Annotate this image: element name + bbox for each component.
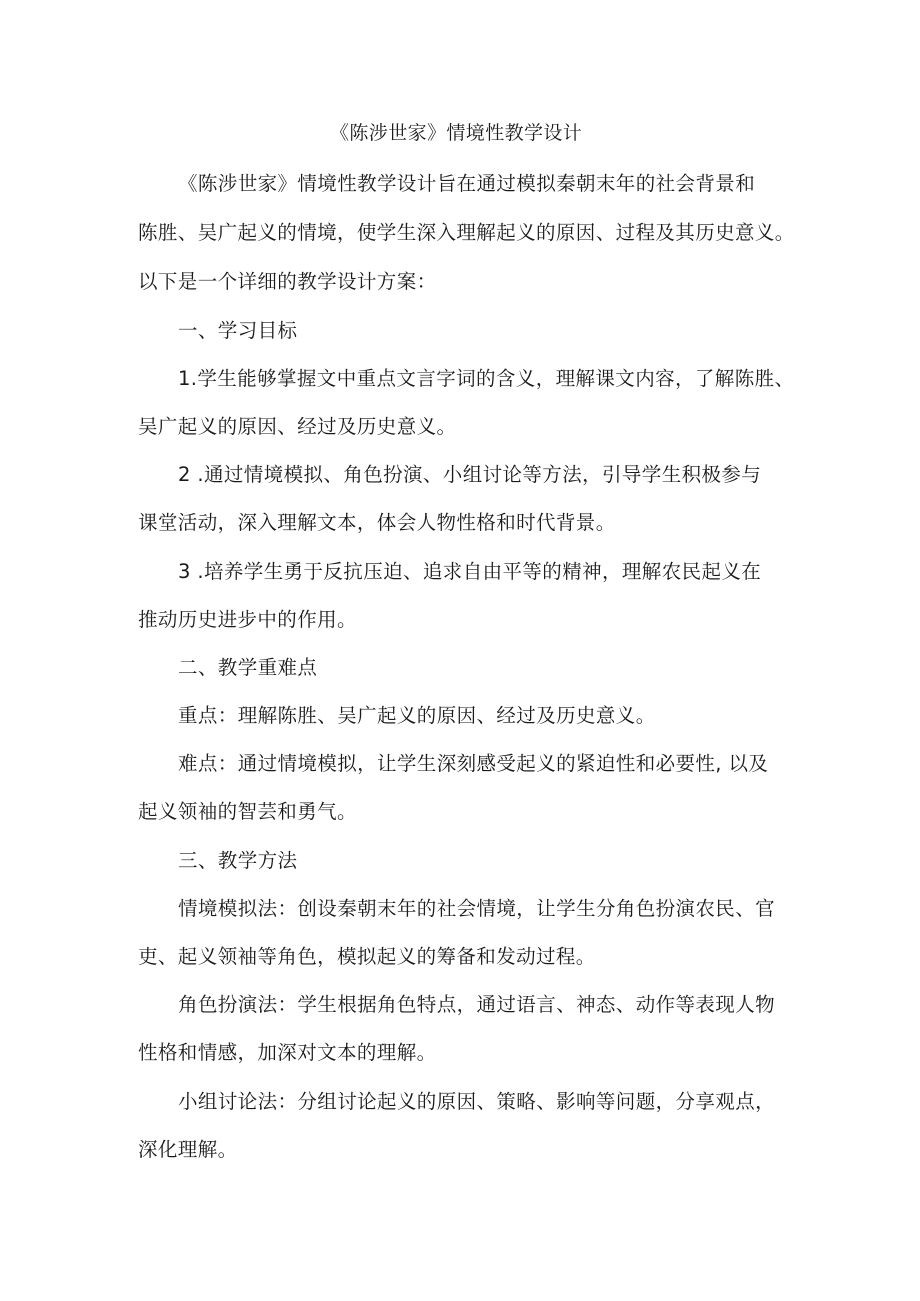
objective-1-line-1: 1.学生能够掌握文中重点文言字词的含义，理解课文内容，了解陈胜、	[178, 367, 795, 390]
objective-2-line-1: 2 .通过情境模拟、角色扮演、小组讨论等方法，引导学生积极参与	[178, 463, 762, 486]
difficulty-line-1: 难点：通过情境模拟，让学生深刻感受起义的紧迫性和必要性, 以及	[178, 752, 769, 775]
objective-3-line-1: 3 .培养学生勇于反抗压迫、追求自由平等的精神，理解农民起义在	[178, 560, 762, 583]
section-heading-methods: 三、教学方法	[178, 849, 298, 872]
objective-2-line-2: 课堂活动，深入理解文本，体会人物性格和时代背景。	[138, 511, 616, 534]
key-point-line: 重点：理解陈胜、吴广起义的原因、经过及历史意义。	[178, 704, 656, 727]
intro-line-1: 《陈涉世家》情境性教学设计旨在通过模拟秦朝末年的社会背景和	[178, 172, 756, 195]
method-1-line-2: 吏、起义领袖等角色，模拟起义的筹备和发动过程。	[138, 945, 596, 968]
method-2-line-1: 角色扮演法：学生根据角色特点，通过语言、神态、动作等表现人物	[178, 993, 776, 1016]
method-1-line-1: 情境模拟法：创设秦朝末年的社会情境，让学生分角色扮演农民、官	[178, 897, 776, 920]
objective-3-line-2: 推动历史进步中的作用。	[138, 608, 357, 631]
section-heading-objectives: 一、学习目标	[178, 319, 298, 342]
intro-line-2: 陈胜、吴广起义的情境，使学生深入理解起义的原因、过程及其历史意义。	[138, 221, 795, 244]
intro-line-3: 以下是一个详细的教学设计方案：	[138, 270, 437, 293]
difficulty-line-2: 起义领袖的智芸和勇气。	[138, 800, 357, 823]
section-heading-key-points: 二、教学重难点	[178, 656, 318, 679]
method-3-line-2: 深化理解。	[138, 1138, 238, 1161]
method-3-line-1: 小组讨论法：分组讨论起义的原因、策略、影响等问题，分享观点，	[178, 1090, 776, 1113]
method-2-line-2: 性格和情感，加深对文本的理解。	[138, 1041, 437, 1064]
document-title: 《陈涉世家》情境性教学设计	[330, 122, 583, 144]
objective-1-line-2: 吴广起义的原因、经过及历史意义。	[138, 415, 457, 438]
